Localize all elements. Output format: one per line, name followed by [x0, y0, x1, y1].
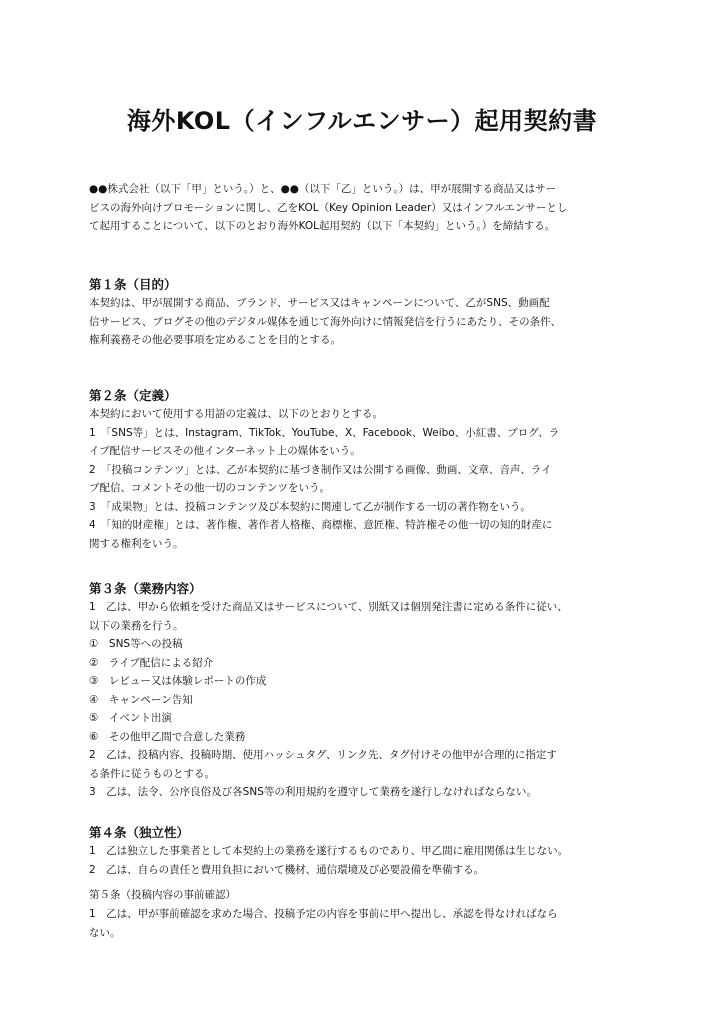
article-line: 権利義務その他必要事項を定めることを目的とする。 — [89, 334, 341, 346]
article-heading: 第５条（投稿内容の事前確認） — [89, 889, 236, 901]
article-3 — [89, 579, 649, 802]
article-line: ない。 — [89, 926, 121, 939]
article-heading: 第１条（目的） — [89, 277, 177, 292]
article-line: ④ キャンペーン告知 — [89, 693, 193, 706]
article-line: 2 乙は、自らの責任と費用負担において機材、通信環境及び必要設備を準備する。 — [89, 863, 485, 876]
article-2 — [89, 386, 649, 553]
article-line: 1 「SNS等」とは、Instagram、TikTok、YouTube、X、Facebook、Weibo、小紅書、ブログ、ラ — [89, 426, 560, 439]
article-heading: 第２条（定義） — [89, 388, 177, 403]
article-line: る条件に従うものとする。 — [89, 767, 215, 780]
article-line: 以下の業務を行う。 — [89, 619, 184, 632]
article-heading: 第３条（業務内容） — [89, 581, 202, 596]
article-line: 3 「成果物」とは、投稿コンテンツ及び本契約に関連して乙が制作する一切の著作物をいう。 — [89, 500, 531, 513]
preamble-line: ビスの海外向けプロモーションに関し、乙をKOL（Key Opinion Leader）又はインフルエンサーとし — [89, 201, 568, 214]
article-line: ① SNS等への投稿 — [89, 638, 183, 650]
article-line: 2 乙は、投稿内容、投稿時期、使用ハッシュタグ、リンク先、タグ付けその他甲が合理的に指定す — [89, 749, 557, 761]
article-line: 2 「投稿コンテンツ」とは、乙が本契約に基づき制作又は公開する画像、動画、文章、音声、ライ — [89, 463, 552, 476]
article-line: 信サービス、ブログその他のデジタル媒体を通じて海外向けに情報発信を行うにあたり、その条件、 — [89, 315, 562, 328]
article-line: イブ配信サービスその他インターネット上の媒体をいう。 — [89, 445, 361, 457]
article-line: 本契約において使用する用語の定義は、以下のとおりとする。 — [89, 408, 383, 420]
article-line: 関する権利をいう。 — [89, 537, 184, 550]
article-5 — [89, 886, 649, 942]
article-line: ② ライブ配信による紹介 — [89, 656, 214, 669]
article-line: 4 「知的財産権」とは、著作権、著作者人格権、商標権、意匠権、特許権その他一切の知的財産に — [89, 519, 553, 531]
article-line: 1 乙は、甲が事前確認を求めた場合、投稿予定の内容を事前に甲へ提出し、承認を得なければなら — [89, 908, 558, 920]
preamble-line: て起用することについて、以下のとおり海外KOL起用契約（以下「本契約」という。）を締結する。 — [89, 220, 556, 232]
article-line: 1 乙は独立した事業者として本契約上の業務を遂行するものであり、甲乙間に雇用関係は生じない。 — [89, 845, 569, 857]
article-heading: 第４条（独立性） — [89, 825, 190, 840]
article-4 — [89, 823, 649, 879]
article-line: ⑤ イベント出演 — [89, 712, 172, 724]
article-line: ブ配信、コメントその他一切のコンテンツをいう。 — [89, 482, 330, 494]
article-1 — [89, 275, 649, 350]
preamble — [89, 180, 649, 236]
article-line: 1 乙は、甲から依頼を受けた商品又はサービスについて、別紙又は個別発注書に定める条件に従い、 — [89, 601, 568, 613]
article-line: ⑥ その他甲乙間で合意した業務 — [89, 730, 246, 743]
article-line: 3 乙は、法令、公序良俗及び各SNS等の利用規約を遵守して業務を遂行しなければならない。 — [89, 786, 537, 798]
preamble-line: ●●株式会社（以下「甲」という。）と、●●（以下「乙」という。）は、甲が展開する商品又はサー — [89, 183, 557, 195]
document-title: 海外KOL（インフルエンサー）起用契約書 — [126, 107, 598, 135]
article-line: ③ レビュー又は体験レポートの作成 — [89, 675, 267, 687]
article-line: 本契約は、甲が展開する商品、ブランド、サービス又はキャンペーンについて、乙がSNS、動画配 — [89, 297, 550, 309]
